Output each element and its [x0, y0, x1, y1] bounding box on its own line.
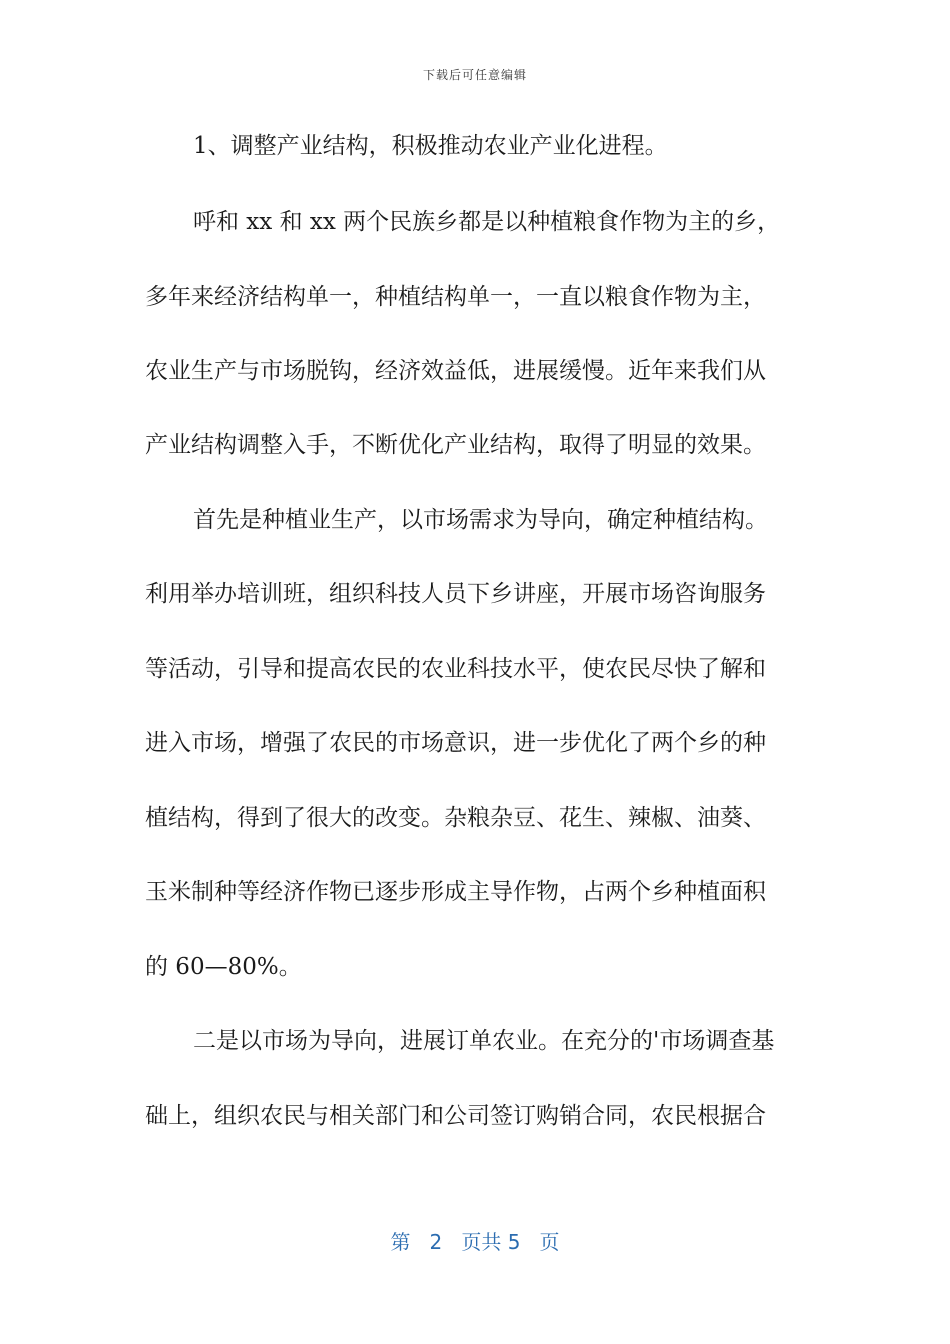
paragraph-line: 首先是种植业生产，以市场需求为导向，确定种植结构。	[193, 507, 768, 533]
paragraph-line: 农业生产与市场脱钩，经济效益低，进展缓慢。近年来我们从	[145, 358, 766, 384]
paragraph-line: 等活动，引导和提高农民的农业科技水平，使农民尽快了解和	[145, 656, 766, 682]
paragraph-line: 二是以市场为导向，进展订单农业。在充分的'市场调查基	[193, 1028, 775, 1054]
paragraph-line: 玉米制种等经济作物已逐步形成主导作物，占两个乡种植面积	[145, 879, 766, 905]
page-label-suffix: 页	[539, 1230, 560, 1254]
page-number-footer	[0, 1226, 950, 1255]
page-current: 2	[429, 1230, 443, 1254]
paragraph-line: 多年来经济结构单一，种植结构单一，一直以粮食作物为主，	[145, 284, 766, 310]
paragraph-line: 产业结构调整入手，不断优化产业结构，取得了明显的效果。	[145, 432, 766, 458]
paragraph-line: 的 60—80%。	[145, 954, 302, 980]
paragraph-line: 利用举办培训班，组织科技人员下乡讲座，开展市场咨询服务	[145, 581, 766, 607]
page-label-prefix: 第	[390, 1230, 411, 1254]
paragraph-line: 础上，组织农民与相关部门和公司签订购销合同，农民根据合	[145, 1103, 766, 1129]
page-total: 5	[507, 1230, 521, 1254]
paragraph-line: 呼和 xx 和 xx 两个民族乡都是以种植粮食作物为主的乡，	[193, 209, 781, 235]
page-label-mid: 页共	[461, 1230, 502, 1254]
paragraph-line: 进入市场，增强了农民的市场意识，进一步优化了两个乡的种	[145, 730, 766, 756]
paragraph-line: 1、调整产业结构，积极推动农业产业化进程。	[193, 133, 668, 159]
header-note: 下载后可任意编辑	[422, 68, 527, 82]
paragraph-line: 植结构，得到了很大的改变。杂粮杂豆、花生、辣椒、油葵、	[145, 805, 766, 831]
